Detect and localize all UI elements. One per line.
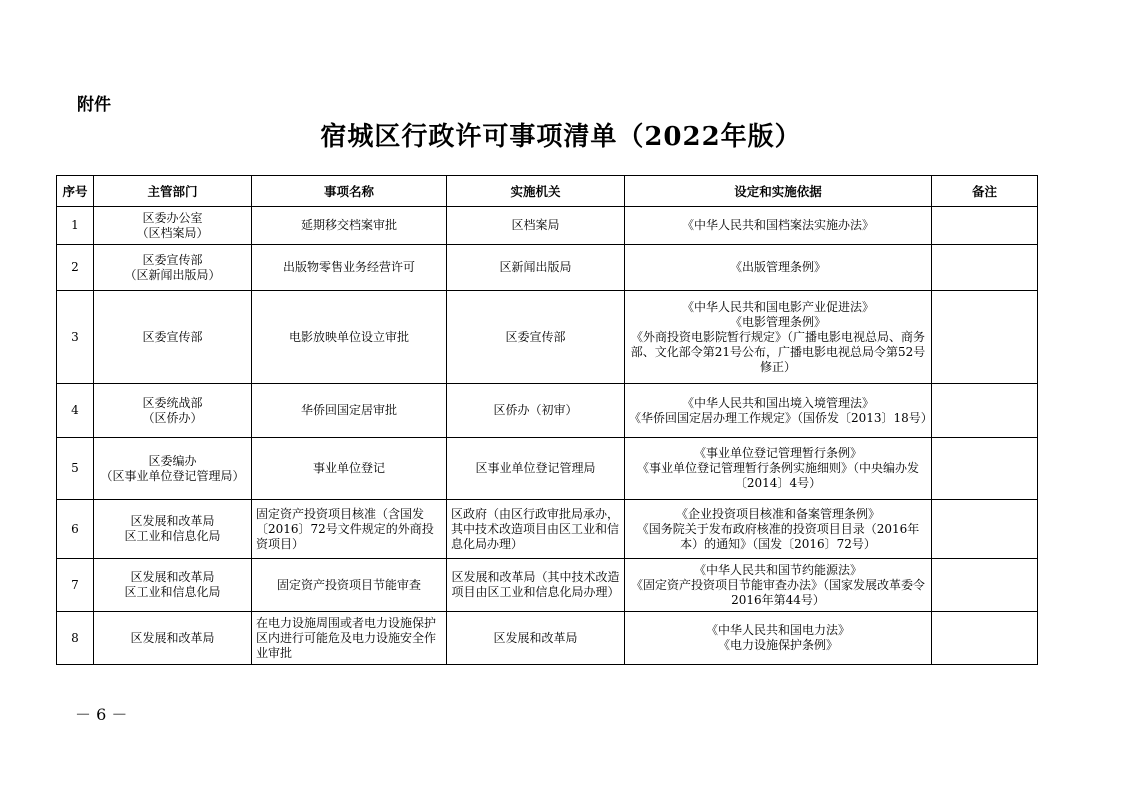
cell-basis: 《中华人民共和国电力法》 《电力设施保护条例》 — [625, 612, 932, 665]
cell-item: 在电力设施周围或者电力设施保护区内进行可能危及电力设施安全作业审批 — [252, 612, 447, 665]
cell-note — [932, 500, 1038, 559]
cell-basis: 《中华人民共和国出境入境管理法》 《华侨回国定居办理工作规定》（国侨发〔2013〕18号） — [625, 384, 932, 438]
cell-note — [932, 207, 1038, 245]
cell-no: 3 — [57, 291, 94, 384]
cell-dept: 区委统战部 （区侨办） — [94, 384, 252, 438]
attachment-label: 附件 — [77, 95, 111, 115]
cell-item: 固定资产投资项目核准（含国发〔2016〕72号文件规定的外商投资项目） — [252, 500, 447, 559]
header-basis: 设定和实施依据 — [625, 176, 932, 207]
cell-basis: 《事业单位登记管理暂行条例》 《事业单位登记管理暂行条例实施细则》（中央编办发〔2014〕4号） — [625, 438, 932, 500]
header-no: 序号 — [57, 176, 94, 207]
cell-agency: 区发展和改革局 — [447, 612, 625, 665]
cell-item: 电影放映单位设立审批 — [252, 291, 447, 384]
table-row — [57, 384, 1038, 438]
cell-agency: 区事业单位登记管理局 — [447, 438, 625, 500]
cell-no: 6 — [57, 500, 94, 559]
cell-agency: 区新闻出版局 — [447, 245, 625, 291]
cell-basis: 《中华人民共和国档案法实施办法》 — [625, 207, 932, 245]
cell-no: 4 — [57, 384, 94, 438]
cell-note — [932, 245, 1038, 291]
permit-list-table — [56, 175, 1038, 665]
table-row — [57, 612, 1038, 665]
cell-basis: 《企业投资项目核准和备案管理条例》 《国务院关于发布政府核准的投资项目目录（2016年本）的通知》（国发〔2016〕72号） — [625, 500, 932, 559]
cell-note — [932, 559, 1038, 612]
cell-note — [932, 612, 1038, 665]
table-row — [57, 245, 1038, 291]
page-number: － 6 － — [75, 705, 128, 724]
cell-note — [932, 384, 1038, 438]
cell-basis: 《出版管理条例》 — [625, 245, 932, 291]
cell-no: 8 — [57, 612, 94, 665]
cell-agency: 区委宣传部 — [447, 291, 625, 384]
cell-no: 5 — [57, 438, 94, 500]
cell-dept: 区发展和改革局 区工业和信息化局 — [94, 559, 252, 612]
cell-agency: 区政府（由区行政审批局承办，其中技术改造项目由区工业和信息化局办理） — [447, 500, 625, 559]
cell-note — [932, 291, 1038, 384]
cell-item: 延期移交档案审批 — [252, 207, 447, 245]
document-title: 宿城区行政许可事项清单（2022年版） — [320, 122, 802, 152]
cell-basis: 《中华人民共和国电影产业促进法》 《电影管理条例》 《外商投资电影院暂行规定》（广播电影电视总局、商务部、文化部令第21号公布，广播电影电视总局令第52号修正） — [625, 291, 932, 384]
cell-note — [932, 438, 1038, 500]
header-agency: 实施机关 — [447, 176, 625, 207]
cell-dept: 区委宣传部 （区新闻出版局） — [94, 245, 252, 291]
header-dept: 主管部门 — [94, 176, 252, 207]
cell-dept: 区委编办 （区事业单位登记管理局） — [94, 438, 252, 500]
header-item: 事项名称 — [252, 176, 447, 207]
cell-agency: 区侨办（初审） — [447, 384, 625, 438]
cell-agency: 区发展和改革局（其中技术改造项目由区工业和信息化局办理） — [447, 559, 625, 612]
header-note: 备注 — [932, 176, 1038, 207]
cell-dept: 区委宣传部 — [94, 291, 252, 384]
cell-item: 华侨回国定居审批 — [252, 384, 447, 438]
table-row — [57, 438, 1038, 500]
cell-no: 1 — [57, 207, 94, 245]
table-row — [57, 291, 1038, 384]
cell-dept: 区发展和改革局 区工业和信息化局 — [94, 500, 252, 559]
cell-dept: 区发展和改革局 — [94, 612, 252, 665]
table-header-row — [57, 176, 1038, 207]
cell-item: 出版物零售业务经营许可 — [252, 245, 447, 291]
cell-basis: 《中华人民共和国节约能源法》 《固定资产投资项目节能审查办法》（国家发展改革委令2016年第44号） — [625, 559, 932, 612]
cell-item: 事业单位登记 — [252, 438, 447, 500]
cell-item: 固定资产投资项目节能审查 — [252, 559, 447, 612]
cell-dept: 区委办公室 （区档案局） — [94, 207, 252, 245]
table-row — [57, 207, 1038, 245]
cell-agency: 区档案局 — [447, 207, 625, 245]
cell-no: 7 — [57, 559, 94, 612]
cell-no: 2 — [57, 245, 94, 291]
table-row — [57, 559, 1038, 612]
table-row — [57, 500, 1038, 559]
